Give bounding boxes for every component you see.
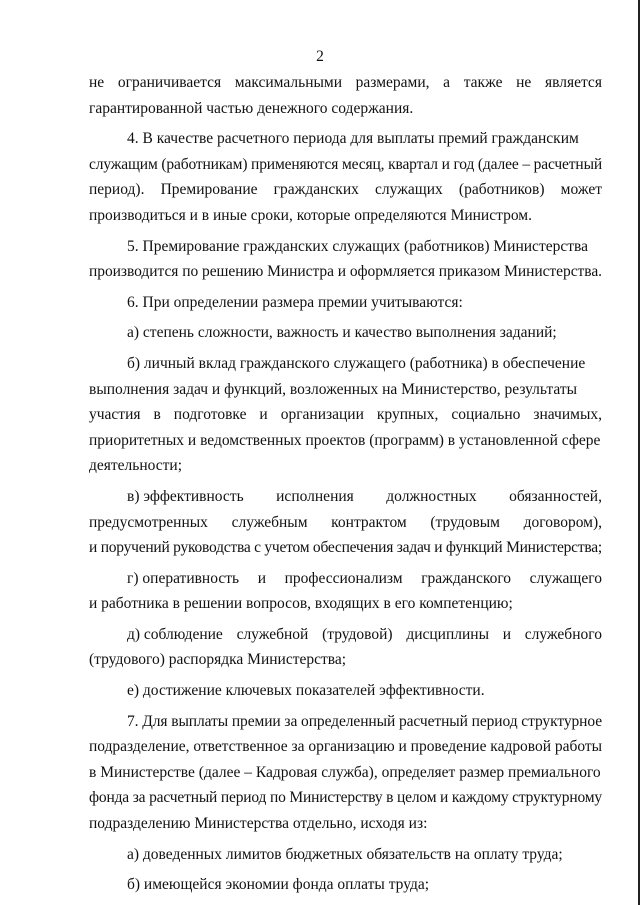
word: организации (280, 406, 364, 424)
word: и (502, 625, 512, 643)
word: максимальными (234, 74, 343, 91)
text-line: производится по решению Министра и оформляется приказом Министерства. (89, 263, 602, 281)
word: также (463, 74, 503, 91)
word: служащих (375, 181, 443, 199)
paragraph-6 (89, 290, 602, 316)
word: служебного (524, 625, 602, 643)
word: и (257, 569, 266, 587)
word: социально (451, 406, 521, 424)
word: не (89, 74, 105, 91)
word: ограничивается (117, 74, 222, 91)
text-line: гарантированной частью денежного содержания. (89, 99, 414, 117)
word: и (259, 406, 268, 424)
word: в) эффективность (127, 487, 244, 505)
text-line (89, 126, 602, 152)
word: (трудовой) (322, 625, 393, 643)
word: служащего (529, 569, 602, 587)
text-line (89, 402, 602, 428)
text-line: в Министерстве (далее – Кадровая служба), определяет размер премиального (89, 763, 601, 781)
word: (работников) (458, 181, 545, 199)
word: а (443, 74, 451, 91)
text-line (89, 484, 602, 510)
list-item-6b (89, 351, 602, 479)
list-item-7b (89, 872, 602, 898)
word: гражданских (273, 181, 359, 199)
word: является (544, 74, 602, 91)
list-item-6e (89, 622, 602, 673)
paragraph-5 (89, 234, 602, 285)
word: участия (89, 406, 141, 424)
page-number: 2 (316, 48, 324, 65)
text-line: б) имеющейся экономии фонда оплаты труда; (127, 876, 430, 894)
paragraph-continuation (89, 70, 602, 121)
word: значимых, (533, 406, 602, 424)
word: размерами, (355, 74, 430, 91)
word: служебной (236, 625, 309, 643)
text-line: и работника в решении вопросов, входящих в его компетенцию; (89, 595, 513, 613)
text-line (89, 177, 602, 203)
text-line: подразделение, ответственное за организацию и проведение кадровой работы (89, 738, 603, 756)
word: служебным (231, 513, 308, 531)
text-line: а) доведенных лимитов бюджетных обязательств на оплату труда; (127, 845, 563, 863)
word: должностных (386, 487, 477, 505)
word: в (153, 406, 161, 424)
text-line: фонда за расчетный период по Министерству в целом и каждому структурному (89, 789, 602, 807)
word: контрактом (331, 513, 407, 531)
text-line: приоритетных и ведомственных проектов (программ) в установленной сфере (89, 431, 601, 449)
text-line: подразделению Министерства отдельно, исходя из: (89, 815, 428, 833)
word: период). (89, 181, 145, 199)
word: обязанностей, (509, 487, 602, 505)
word: Премирование (160, 181, 258, 199)
line-text: 4. В качестве расчетного периода для выплаты премий гражданским (127, 130, 579, 148)
word: профессионализм (284, 569, 403, 587)
word: д) соблюдение (127, 625, 223, 643)
text-line: 5. Премирование гражданских служащих (работников) Министерства (127, 237, 588, 255)
word: г) оперативность (127, 569, 240, 587)
text-line: деятельности; (89, 457, 183, 475)
text-line: служащим (работникам) применяются месяц, квартал и год (далее – расчетный (89, 155, 602, 173)
paragraph-7 (89, 709, 602, 837)
word: (трудовым (430, 513, 500, 531)
text-line (89, 510, 602, 536)
word: исполнения (276, 487, 354, 505)
text-line: 7. Для выплаты премии за определенный расчетный период структурное (127, 712, 602, 730)
document-body (89, 70, 602, 898)
list-item-6d (89, 566, 602, 617)
text-line: (трудового) распорядка Министерства; (89, 651, 347, 669)
word: договором), (523, 513, 602, 531)
text-line: а) степень сложности, важность и качество выполнения заданий; (127, 324, 557, 342)
word: дисциплины (406, 625, 489, 643)
word: крупных, (376, 406, 439, 424)
text-line (89, 566, 602, 592)
list-item-6c (89, 484, 602, 561)
word: предусмотренных (89, 513, 208, 531)
paragraph-4 (89, 126, 602, 228)
text-line: выполнения задач и функций, возложенных на Министерство, результаты (89, 380, 578, 398)
word: может (560, 181, 602, 199)
text-line: е) достижение ключевых показателей эффективности. (127, 682, 485, 700)
list-item-6f (89, 678, 602, 704)
text-line (89, 70, 602, 96)
list-item-6a (89, 320, 602, 346)
text-line: и поручений руководства с учетом обеспечения задач и функций Министерства; (89, 539, 602, 557)
list-item-7a (89, 842, 602, 868)
text-line: 6. При определении размера премии учитываются: (127, 293, 463, 311)
text-line: производиться и в иные сроки, которые определяются Министром. (89, 206, 532, 224)
word: не (516, 74, 532, 91)
text-line (89, 622, 602, 648)
word: гражданского (421, 569, 512, 587)
word: подготовке (173, 406, 247, 424)
text-line: б) личный вклад гражданского служащего (работника) в обеспечение (127, 354, 586, 372)
